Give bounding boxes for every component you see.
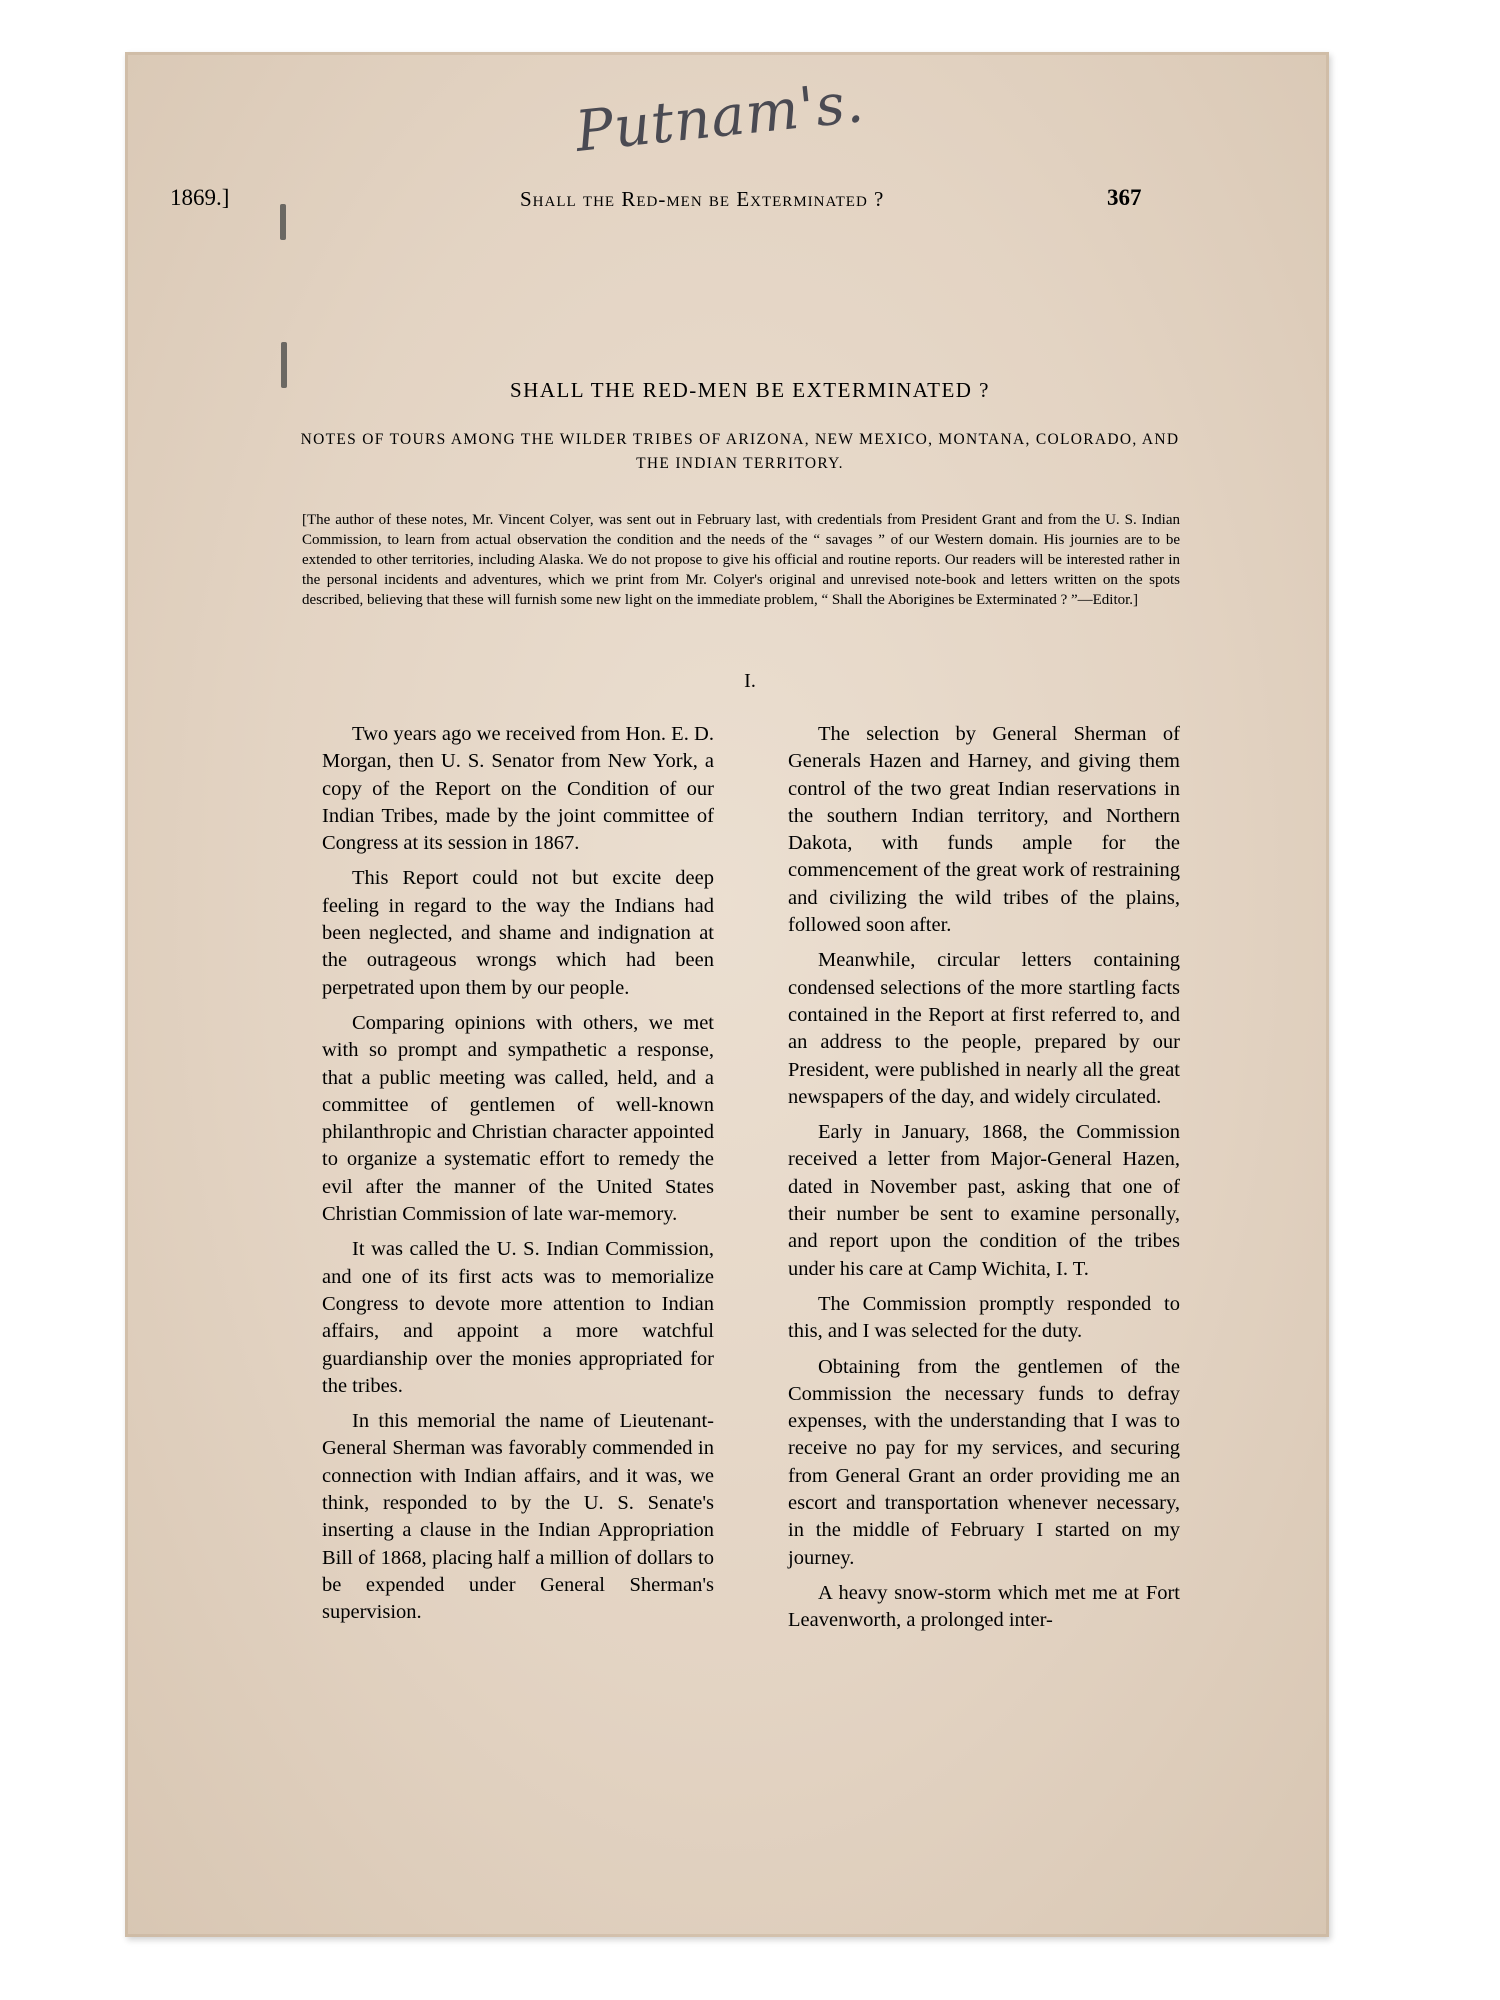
paragraph: This Report could not but excite deep feeling in regard to the way the Indians had been neglected, and shame and indignation at the outrageous wrongs which had been perpetrated upon them by our people. — [322, 867, 714, 999]
article-subtitle: NOTES OF TOURS AMONG THE WILDER TRIBES OF ARIZONA, NEW MEXICO, MONTANA, COLORADO, AND THE INDIAN TERRITORY. — [300, 431, 1180, 472]
paragraph: It was called the U. S. Indian Commission, and one of its first acts was to memorialize Congress to devote more attention to Indian affairs, and appoint a more watchful guardianship over the monies appropriated for the tribes. — [322, 1238, 714, 1397]
running-head-title: Shall the Red-men be Exterminated ? — [520, 187, 885, 211]
paragraph: The selection by General Sherman of Generals Hazen and Harney, and giving them control of the two great Indian reservations in the southern Indian territory, and Northern Dakota, with funds ample for the commencement of the great work of restraining and civilizing the wild tribes of the plains, followed soon after. — [788, 723, 1180, 937]
section-numeral: I. — [744, 670, 756, 692]
running-head — [0, 185, 1500, 215]
paragraph: Two years ago we received from Hon. E. D. Morgan, then U. S. Senator from New York, a copy of the Report on the Condition of our Indian Tribes, made by the joint committee of Congress at its session in 1867. — [322, 723, 714, 855]
left-column — [322, 721, 714, 1635]
handwritten-annotation: Putnam's. — [572, 70, 868, 165]
paragraph: In this memorial the name of Lieutenant-General Sherman was favorably commended in connection with Indian affairs, and it was, we think, responded to by the U. S. Senate's inserting a clause in the Indian Appropriation Bill of 1868, placing half a million of dollars to be expended under General Sherman's supervision. — [322, 1410, 714, 1624]
running-head-year: 1869.] — [170, 185, 230, 210]
editor-note: [The author of these notes, Mr. Vincent Colyer, was sent out in February last, with credentials from President Grant and from the U. S. Indian Commission, to learn from actual observation the condition and the needs of the “ savages ” of our Western domain. His journies are to be extended to other territories, including Alaska. We do not propose to give his official and routine reports. Our readers will be interested rather in the personal incidents and adventures, which we print from Mr. Colyer's original and unrevised note-book and letters written on the spots described, believing that these will furnish some new light on the immediate problem, “ Shall the Aborigines be Exterminated ? ”—Editor.] — [302, 512, 1180, 608]
article-title: SHALL THE RED-MEN BE EXTERMINATED ? — [509, 378, 991, 402]
paragraph: Early in January, 1868, the Commission received a letter from Major-General Hazen, dated in November past, asking that one of their number be sent to examine personally, and report upon the condition of the tribes under his care at Camp Wichita, I. T. — [788, 1121, 1180, 1280]
right-column — [788, 721, 1180, 1643]
paragraph: A heavy snow-storm which met me at Fort Leavenworth, a prolonged inter- — [788, 1581, 1180, 1632]
paragraph: The Commission promptly responded to this, and I was selected for the duty. — [788, 1292, 1180, 1343]
paragraph: Obtaining from the gentlemen of the Commission the necessary funds to defray expenses, with the understanding that I was to receive no pay for my services, and securing from General Grant an order providing me an escort and transportation whenever necessary, in the middle of February I started on my journey. — [788, 1355, 1180, 1569]
page-number: 367 — [1107, 185, 1142, 210]
paragraph: Meanwhile, circular letters containing condensed selections of the more startling facts contained in the Report at first referred to, and an address to the people, prepared by our President, were published in nearly all the great newspapers of the day, and widely circulated. — [788, 949, 1180, 1108]
paragraph: Comparing opinions with others, we met with so prompt and sympathetic a response, that a public meeting was called, held, and a committee of gentlemen of well-known philanthropic and Christian character appointed to organize a systematic effort to remedy the evil after the manner of the United States Christian Commission of late war-memory. — [322, 1011, 714, 1226]
